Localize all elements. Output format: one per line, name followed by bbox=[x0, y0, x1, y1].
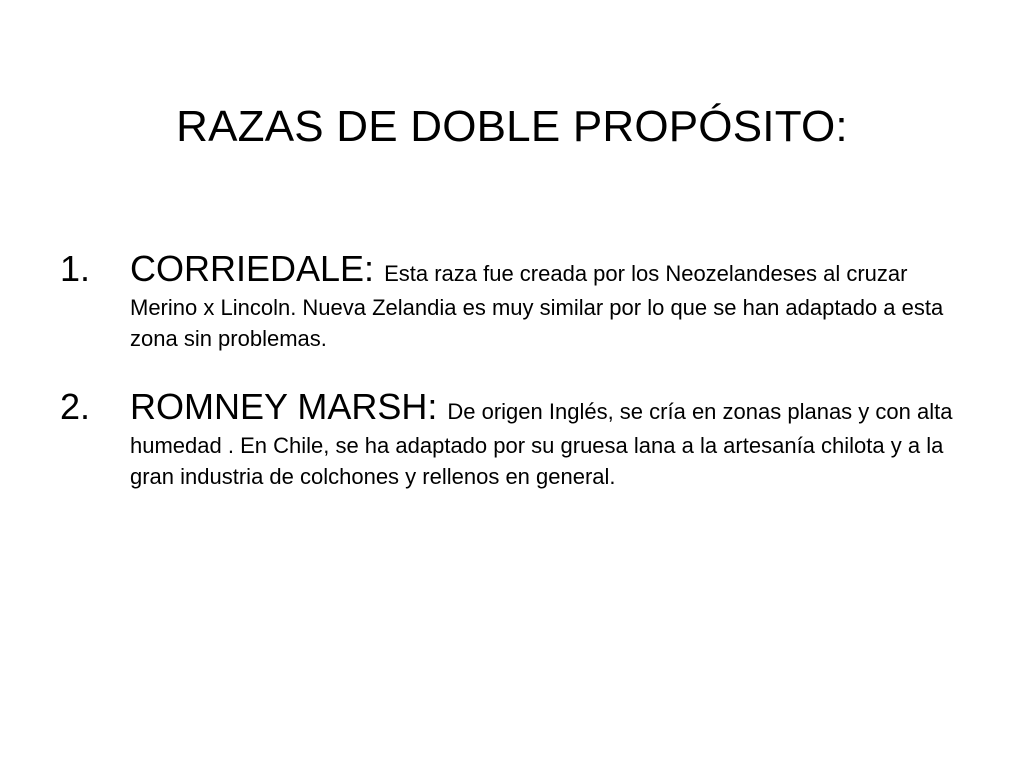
breed-name: ROMNEY MARSH: bbox=[130, 386, 448, 427]
breed-description: Esta raza fue creada por los Neozelandeses al cruzar Merino x Lincoln. Nueva Zelandia es muy similar por lo que se han adaptado a esta zona sin problemas. bbox=[130, 261, 944, 351]
list-item-number: 2. bbox=[60, 386, 91, 427]
slide-title: RAZAS DE DOBLE PROPÓSITO: bbox=[176, 102, 848, 152]
breed-list bbox=[60, 246, 965, 492]
breed-name: CORRIEDALE: bbox=[130, 248, 385, 289]
list-item-romney-marsh bbox=[60, 384, 965, 492]
list-item-number: 1. bbox=[60, 248, 91, 289]
list-item-corriedale bbox=[60, 246, 965, 354]
breed-description: De origen Inglés, se cría en zonas planas y con alta humedad . En Chile, se ha adaptado por su gruesa lana a la artesanía chilota y a la gran industria de colchones y rellenos en general. bbox=[130, 399, 953, 489]
